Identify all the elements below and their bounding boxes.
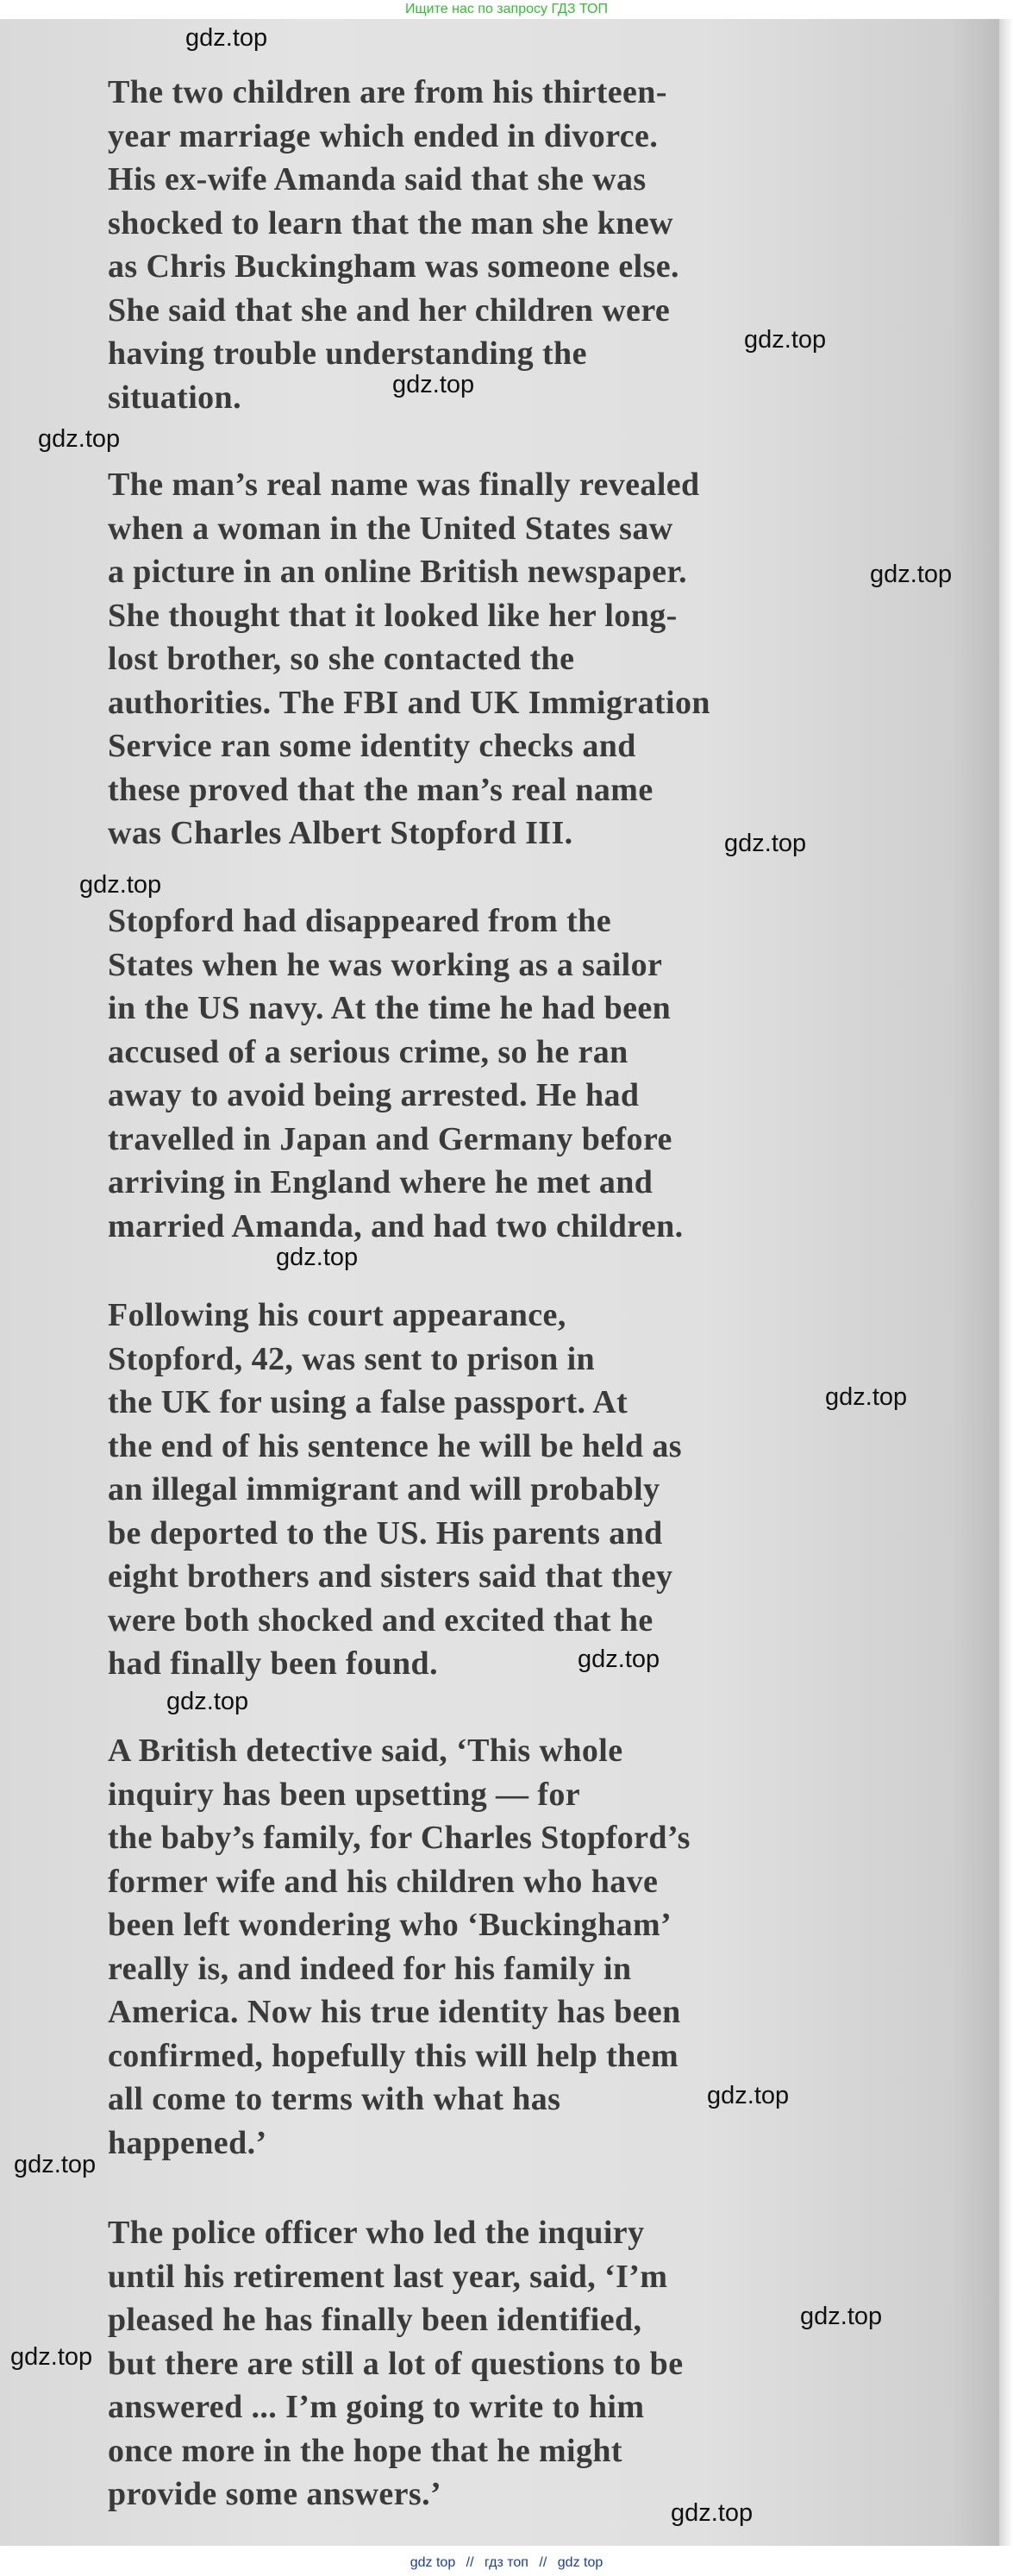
text-line: until his retirement last year, said, ‘I’m xyxy=(108,2258,668,2295)
text-line: having trouble understanding the xyxy=(108,335,587,372)
text-line: all come to terms with what has xyxy=(108,2081,561,2117)
footer xyxy=(0,2550,1013,2576)
text-line: been left wondering who ‘Buckingham’ xyxy=(108,1907,672,1943)
watermark: gdz.top xyxy=(825,1383,908,1411)
text-line: away to avoid being arrested. He had xyxy=(108,1077,640,1113)
watermark: gdz.top xyxy=(724,830,807,857)
footer-separator: // xyxy=(539,2555,547,2570)
text-line: be deported to the US. His parents and xyxy=(108,1514,663,1551)
watermark: gdz.top xyxy=(800,2303,883,2330)
paragraph-2 xyxy=(108,463,866,856)
watermark: gdz.top xyxy=(671,2499,753,2527)
text-line: inquiry has been upsetting — for xyxy=(108,1776,581,1813)
watermark: gdz.top xyxy=(578,1645,660,1673)
text-line: Stopford, 42, was sent to prison in xyxy=(108,1340,596,1377)
text-line: an illegal immigrant and will probably xyxy=(108,1471,660,1507)
paragraph-1 xyxy=(108,71,866,419)
watermark: gdz.top xyxy=(14,2151,97,2178)
text-line: once more in the hope that he might xyxy=(108,2432,622,2469)
text-line: answered ... I’m going to write to him xyxy=(108,2389,645,2425)
text-line: confirmed, hopefully this will help them xyxy=(108,2037,679,2074)
text-line: former wife and his children who have xyxy=(108,1863,659,1900)
watermark: gdz.top xyxy=(166,1688,249,1715)
text-line: the end of his sentence he will be held as xyxy=(108,1427,682,1464)
text-line: Service ran some identity checks and xyxy=(108,728,636,764)
text-line: The two children are from his thirteen- xyxy=(108,74,667,110)
text-line: The man’s real name was finally revealed xyxy=(108,467,700,503)
text-line: accused of a serious crime, so he ran xyxy=(108,1033,628,1070)
text-line: the baby’s family, for Charles Stopford’s xyxy=(108,1820,691,1856)
watermark: gdz.top xyxy=(10,2343,93,2371)
text-line: situation. xyxy=(108,379,241,416)
footer-link[interactable]: гдз топ xyxy=(485,2555,528,2570)
text-line: the UK for using a false passport. At xyxy=(108,1384,628,1420)
watermark: gdz.top xyxy=(38,425,121,453)
text-line: really is, and indeed for his family in xyxy=(108,1950,632,1987)
text-line: His ex-wife Amanda said that she was xyxy=(108,161,647,197)
text-line: these proved that the man’s real name xyxy=(108,771,653,808)
text-line: were both shocked and excited that he xyxy=(108,1601,653,1639)
text-line: A British detective said, ‘This whole xyxy=(108,1733,623,1769)
text-line: travelled in Japan and Germany before xyxy=(108,1120,672,1157)
text-line: year marriage which ended in divorce. xyxy=(108,117,659,154)
text-line: provide some answers.’ xyxy=(108,2476,442,2512)
watermark: gdz.top xyxy=(79,871,162,899)
footer-link[interactable]: gdz top xyxy=(410,2555,456,2570)
text-line: married Amanda, and had two children. xyxy=(108,1207,684,1244)
search-banner xyxy=(0,0,1013,19)
text-line: The police officer who led the inquiry xyxy=(108,2215,645,2251)
footer-link[interactable]: gdz top xyxy=(557,2555,603,2570)
text-line: as Chris Buckingham was someone else. xyxy=(108,248,679,285)
watermark: gdz.top xyxy=(870,561,953,588)
text-line: States when he was working as a sailor xyxy=(108,946,663,983)
text-line: lost brother, so she contacted the xyxy=(108,641,575,677)
watermark: gdz.top xyxy=(707,2082,790,2109)
text-line: had finally been found. xyxy=(108,1645,438,1682)
paragraph-3 xyxy=(108,899,866,1248)
watermark: gdz.top xyxy=(185,24,268,52)
text-line: but there are still a lot of questions to be xyxy=(108,2345,684,2382)
text-line: when a woman in the United States saw xyxy=(108,510,673,547)
text-line: was Charles Albert Stopford III. xyxy=(108,815,573,851)
paragraph-6 xyxy=(108,2211,866,2516)
text-line: in the US navy. At the time he had been xyxy=(108,990,672,1026)
watermark: gdz.top xyxy=(276,1244,359,1271)
text-line: authorities. The FBI and UK Immigration xyxy=(108,684,710,721)
text-line: Stopford had disappeared from the xyxy=(108,903,611,939)
watermark: gdz.top xyxy=(392,371,475,398)
text-line: a picture in an online British newspaper. xyxy=(108,554,688,590)
watermark: gdz.top xyxy=(744,326,827,354)
page-edge xyxy=(999,19,1013,2546)
text-line: arriving in England where he met and xyxy=(108,1164,653,1200)
text-line: shocked to learn that the man she knew xyxy=(108,204,673,241)
text-line: America. Now his true identity has been xyxy=(108,1994,681,2030)
footer-separator: // xyxy=(466,2555,474,2570)
paragraph-4 xyxy=(108,1294,866,1686)
text-line: happened.’ xyxy=(108,2124,267,2161)
text-line: eight brothers and sisters said that they xyxy=(108,1558,673,1595)
text-line: pleased he has finally been identified, xyxy=(108,2302,642,2338)
text-line: She thought that it looked like her long- xyxy=(108,597,678,634)
banner-text: Ищите нас по запросу ГДЗ ТОП xyxy=(405,2,608,16)
text-line: She said that she and her children were xyxy=(108,291,671,329)
text-line: Following his court appearance, xyxy=(108,1297,566,1333)
